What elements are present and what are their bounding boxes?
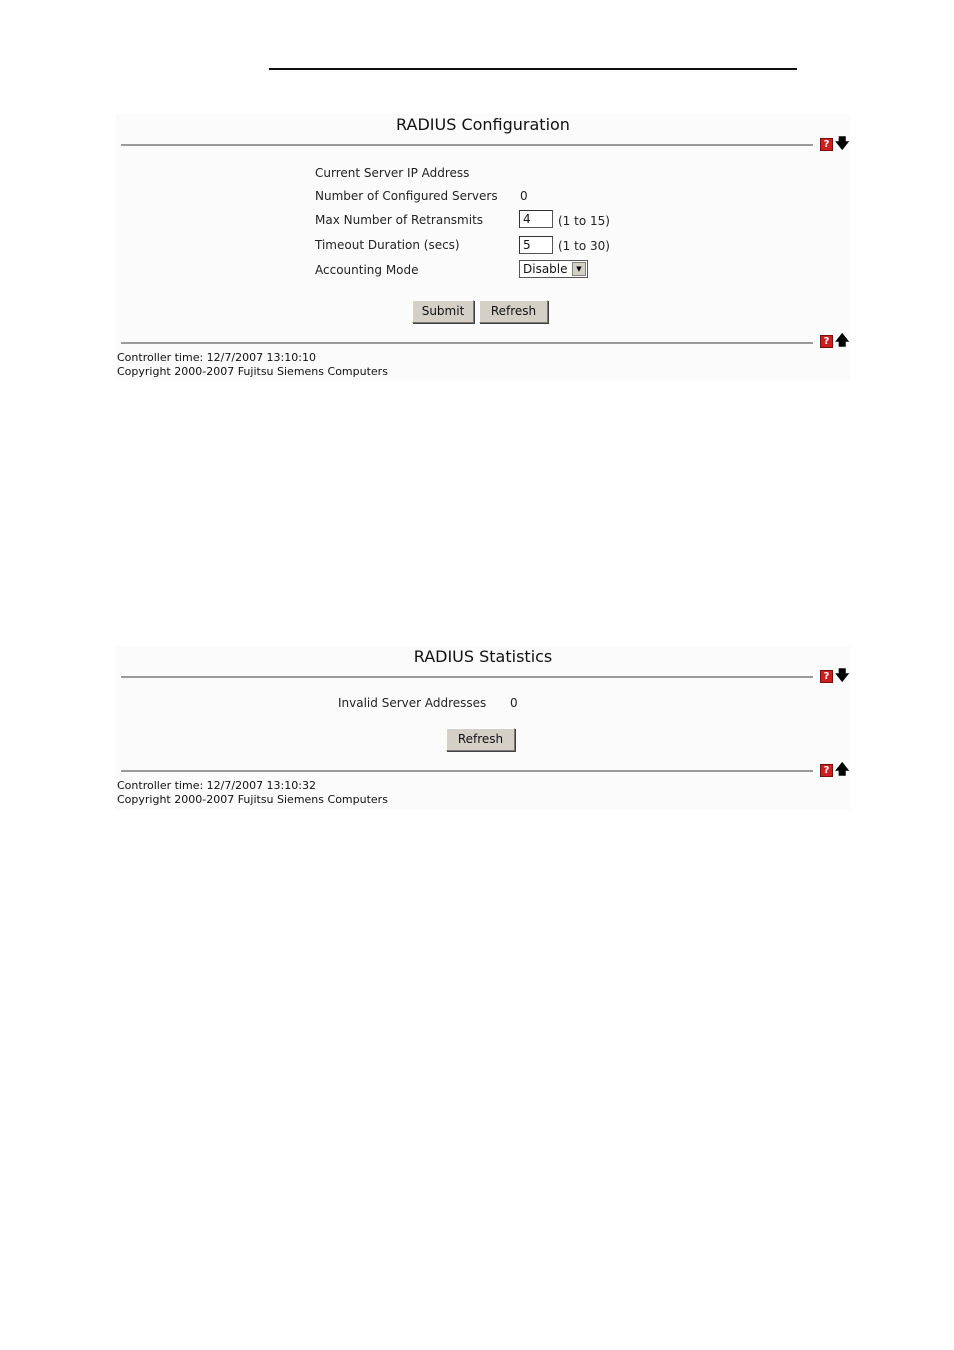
max-retransmits-input[interactable] <box>519 210 553 228</box>
accounting-mode-selected: Disable <box>523 262 568 276</box>
page-title: RADIUS Configuration <box>396 115 570 134</box>
arrow-up-icon[interactable]: 🡅 <box>835 762 850 778</box>
current-server-ip-label: Current Server IP Address <box>315 166 470 180</box>
accounting-mode-label: Accounting Mode <box>315 263 419 277</box>
radius-statistics-panel <box>116 646 850 810</box>
max-retransmits-label: Max Number of Retransmits <box>315 213 484 227</box>
top-divider <box>269 68 797 70</box>
help-icon[interactable]: ? <box>820 764 833 777</box>
submit-button[interactable]: Submit <box>412 300 474 323</box>
arrow-up-icon[interactable]: 🡅 <box>835 333 850 349</box>
header-divider <box>121 676 813 678</box>
max-retransmits-range: (1 to 15) <box>558 214 610 228</box>
controller-time: Controller time: 12/7/2007 13:10:10 <box>117 351 316 364</box>
help-icon[interactable]: ? <box>820 138 833 151</box>
refresh-button[interactable]: Refresh <box>479 300 548 323</box>
help-icon[interactable]: ? <box>820 335 833 348</box>
timeout-duration-input[interactable] <box>519 236 553 254</box>
bottom-nav-icons <box>820 335 850 349</box>
top-nav-icons <box>820 138 850 152</box>
footer-divider <box>121 342 813 344</box>
arrow-down-icon[interactable]: 🡇 <box>835 136 850 152</box>
page-title: RADIUS Statistics <box>413 647 553 666</box>
configured-servers-value: 0 <box>520 189 528 203</box>
footer-divider <box>121 770 813 772</box>
help-icon[interactable]: ? <box>820 670 833 683</box>
accounting-mode-select[interactable] <box>519 260 588 278</box>
invalid-server-addresses-value: 0 <box>510 696 518 710</box>
radius-configuration-panel <box>116 114 850 380</box>
refresh-button[interactable]: Refresh <box>446 728 515 751</box>
header-divider <box>121 144 813 146</box>
top-nav-icons <box>820 670 850 684</box>
configured-servers-label: Number of Configured Servers <box>315 189 498 203</box>
controller-time: Controller time: 12/7/2007 13:10:32 <box>117 779 316 792</box>
bottom-nav-icons <box>820 764 850 778</box>
copyright: Copyright 2000-2007 Fujitsu Siemens Computers <box>117 365 388 378</box>
chevron-down-icon[interactable]: ▼ <box>572 262 586 276</box>
copyright: Copyright 2000-2007 Fujitsu Siemens Computers <box>117 793 388 806</box>
timeout-duration-label: Timeout Duration (secs) <box>315 238 460 252</box>
invalid-server-addresses-label: Invalid Server Addresses <box>338 696 487 710</box>
arrow-down-icon[interactable]: 🡇 <box>835 668 850 684</box>
timeout-duration-range: (1 to 30) <box>558 239 610 253</box>
